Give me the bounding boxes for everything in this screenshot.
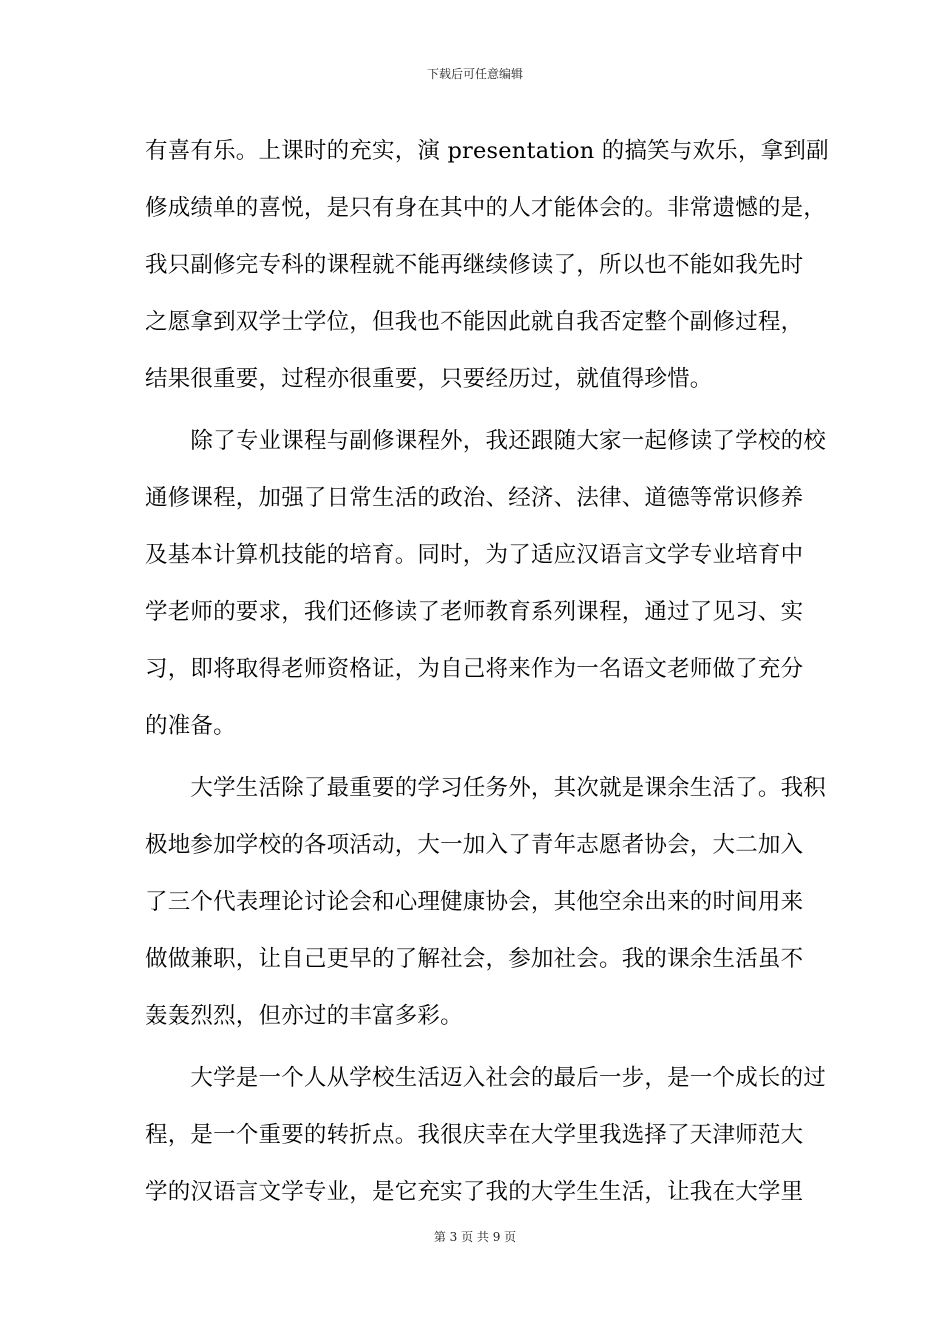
document-body <box>145 128 829 1226</box>
paragraph <box>145 418 827 760</box>
paragraph <box>145 128 829 413</box>
text-line: 大学生活除了最重要的学习任务外，其次就是课余生活了。我积 <box>145 775 827 801</box>
text-line: 除了专业课程与副修课程外，我还跟随大家一起修读了学校的校 <box>145 428 827 454</box>
paragraph <box>145 765 827 1050</box>
text-line: 之愿拿到双学士学位，但我也不能因此就自我否定整个副修过程， <box>145 309 804 335</box>
page-footer: 第 3 页 共 9 页 <box>433 1230 517 1244</box>
text-line: 程，是一个重要的转折点。我很庆幸在大学里我选择了天津师范大 <box>145 1122 804 1148</box>
text-line: 学老师的要求，我们还修读了老师教育系列课程，通过了见习、实 <box>145 599 804 625</box>
text-line: 结果很重要，过程亦很重要，只要经历过，就值得珍惜。 <box>145 366 713 392</box>
text-line: 及基本计算机技能的培育。同时，为了适应汉语言文学专业培育中 <box>145 542 804 568</box>
paragraph <box>145 1055 827 1226</box>
text-line: 的准备。 <box>145 713 236 739</box>
text-line: 习，即将取得老师资格证，为自己将来作为一名语文老师做了充分 <box>145 656 804 682</box>
text-line: 轰轰烈烈，但亦过的丰富多彩。 <box>145 1003 463 1029</box>
text-line: 了三个代表理论讨论会和心理健康协会，其他空余出来的时间用来 <box>145 889 804 915</box>
text-line: 有喜有乐。上课时的充实，演 presentation 的搞笑与欢乐，拿到副 <box>145 138 829 164</box>
text-line: 通修课程，加强了日常生活的政治、经济、法律、道德等常识修养 <box>145 485 804 511</box>
text-line: 极地参加学校的各项活动，大一加入了青年志愿者协会，大二加入 <box>145 832 804 858</box>
page-header: 下载后可任意编辑 <box>426 67 523 81</box>
text-line: 做做兼职，让自己更早的了解社会，参加社会。我的课余生活虽不 <box>145 946 804 972</box>
text-line: 我只副修完专科的课程就不能再继续修读了，所以也不能如我先时 <box>145 252 804 278</box>
text-line: 大学是一个人从学校生活迈入社会的最后一步，是一个成长的过 <box>145 1065 827 1091</box>
text-line: 学的汉语言文学专业，是它充实了我的大学生生活，让我在大学里 <box>145 1179 804 1205</box>
text-line: 修成绩单的喜悦，是只有身在其中的人才能体会的。非常遗憾的是， <box>145 195 827 221</box>
